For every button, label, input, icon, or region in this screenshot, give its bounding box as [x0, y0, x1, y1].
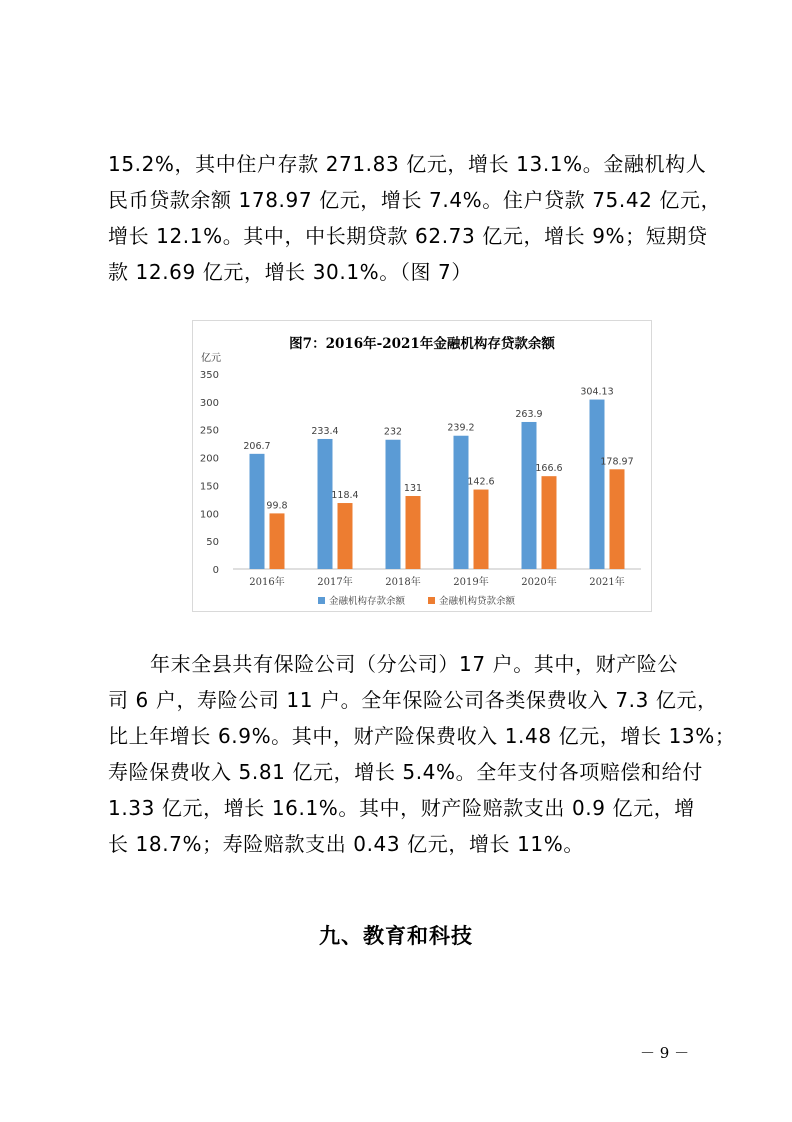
text-line: 15.2%，其中住户存款 271.83 亿元，增长 13.1%。金融机构人	[108, 152, 707, 176]
bar-chart	[193, 321, 651, 611]
data-label: 263.9	[515, 408, 543, 420]
y-tick-label: 0	[212, 565, 219, 576]
data-label: 239.2	[447, 422, 475, 434]
data-label: 99.8	[266, 500, 288, 512]
y-tick-label: 250	[199, 425, 219, 437]
data-label: 166.6	[535, 463, 563, 475]
x-tick-label: 2016年	[249, 577, 285, 588]
bar-loan	[406, 496, 421, 569]
text-line: 比上年增长 6.9%。其中，财产险保费收入 1.48 亿元，增长 13%；	[108, 724, 736, 748]
text-line: 年末全县共有保险公司（分公司）17 户。其中，财产险公	[150, 652, 679, 676]
bar-deposit	[250, 454, 265, 569]
y-tick-label: 100	[199, 509, 219, 521]
legend-swatch	[428, 597, 435, 604]
data-label: 233.4	[311, 425, 339, 437]
chart-figure-7	[192, 320, 652, 612]
y-tick-label: 50	[206, 537, 219, 549]
legend-swatch	[318, 597, 325, 604]
y-tick-label: 300	[199, 397, 219, 409]
data-label: 304.13	[580, 386, 614, 398]
text-line: 增长 12.1%。其中，中长期贷款 62.73 亿元，增长 9%；短期贷	[108, 224, 708, 248]
bar-loan	[610, 469, 625, 569]
x-tick-label: 2017年	[317, 577, 353, 588]
bar-deposit	[590, 400, 605, 569]
text-line: 民币贷款余额 178.97 亿元，增长 7.4%。住户贷款 75.42 亿元，	[108, 188, 722, 212]
data-label: 131	[403, 483, 423, 495]
x-tick-label: 2019年	[453, 577, 489, 588]
page-number: － 9 －	[640, 1044, 690, 1062]
text-line: 款 12.69 亿元，增长 30.1%。（图 7）	[108, 260, 472, 284]
x-tick-label: 2018年	[385, 577, 421, 588]
data-label: 178.97	[600, 456, 634, 468]
data-label: 206.7	[243, 440, 271, 452]
x-tick-label: 2021年	[589, 577, 625, 588]
text-line: 长 18.7%；寿险赔款支出 0.43 亿元，增长 11%。	[108, 832, 584, 856]
bar-deposit	[318, 439, 333, 569]
bar-loan	[474, 490, 489, 569]
chart-title: 图7：2016年-2021年金融机构存贷款余额	[289, 336, 555, 352]
legend-label: 金融机构贷款余额	[439, 596, 516, 607]
text-line: 1.33 亿元，增长 16.1%。其中，财产险赔款支出 0.9 亿元，增	[108, 796, 695, 820]
y-tick-label: 350	[199, 370, 219, 381]
bar-loan	[542, 476, 557, 569]
y-tick-label: 200	[199, 453, 219, 465]
bar-loan	[270, 513, 285, 569]
y-tick-label: 150	[199, 481, 219, 493]
x-tick-label: 2020年	[521, 577, 557, 588]
data-label: 118.4	[331, 490, 359, 502]
bar-deposit	[386, 440, 401, 569]
data-label: 232	[383, 426, 403, 438]
y-axis-unit-label: 亿元	[201, 353, 221, 364]
paragraph-insurance	[108, 646, 736, 862]
bar-loan	[338, 503, 353, 569]
paragraph-finance-loans	[108, 146, 722, 290]
legend-label: 金融机构存款余额	[329, 596, 406, 607]
bar-deposit	[454, 436, 469, 569]
text-line: 寿险保费收入 5.81 亿元，增长 5.4%。全年支付各项赔偿和给付	[108, 760, 703, 784]
text-line: 司 6 户，寿险公司 11 户。全年保险公司各类保费收入 7.3 亿元，	[108, 688, 718, 712]
data-label: 142.6	[467, 476, 495, 488]
bar-deposit	[522, 422, 537, 569]
section-heading: 九、教育和科技	[319, 924, 473, 948]
